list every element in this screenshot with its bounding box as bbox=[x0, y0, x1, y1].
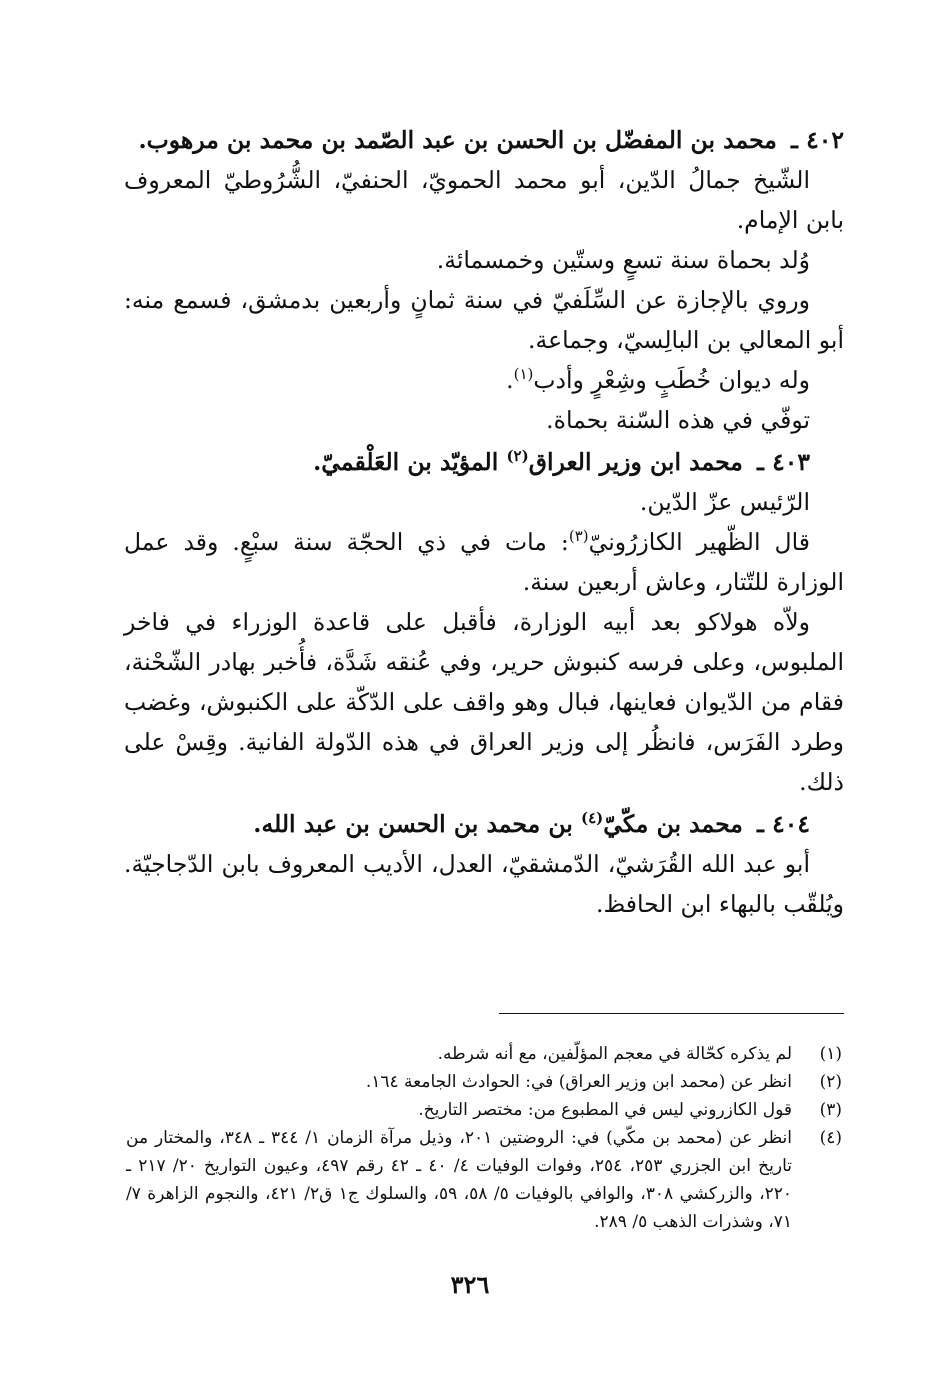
entry-name: محمد بن المفضّل بن الحسن بن عبد الصّمد بن محمد بن مرهوب. bbox=[138, 126, 777, 154]
footnote-number: (٣) bbox=[819, 1100, 842, 1120]
entry-402-paragraph: وُلد بحماة سنة تسعٍ وستّين وخمسمائة. bbox=[436, 246, 810, 274]
footnote-divider bbox=[499, 1013, 844, 1014]
quote-text: : مات في ذي الحجّة سنة سبْعٍ. وقد عمل الوزارة للتّتار، وعاش أربعين سنة. bbox=[124, 528, 844, 596]
entry-403-quote bbox=[124, 522, 844, 602]
footnote-number: (٢) bbox=[819, 1072, 842, 1092]
footnote-item bbox=[126, 1096, 842, 1124]
main-text bbox=[124, 118, 844, 924]
entry-name: محمد ابن وزير العراق bbox=[528, 448, 743, 476]
footnote-ref-1: (١) bbox=[513, 365, 534, 384]
entry-403-title-line: الرّئيس عزّ الدّين. bbox=[639, 488, 810, 516]
footnotes bbox=[126, 1040, 842, 1236]
entry-name-rest: بن محمد بن الحسن بن عبد الله. bbox=[253, 810, 573, 838]
entry-name: محمد بن مكّيّ bbox=[603, 810, 743, 838]
footnote-text: انظر عن (محمد بن مكّي) في: الروضتين ٢٠١، وذيل مرآة الزمان ١/ ٣٤٤ ـ ٣٤٨، والمختار من تاريخ ابن الجزري ٢٥٣، ٢٥٤، وفوات الوفيات ٤/ ٤٠ ـ ٤٢ رقم ٤٩٧، وعيون التواريخ ٢٠/ ٢١٧ ـ ٢٢٠، والزركشي ٣٠٨، والوافي بالوفيات ٥/ ٥٨، ٥٩، والسلوك ج١ ق٢/ ٤٢١، والنجوم الزاهرة ٧/ ٧١، وشذرات الذهب ٥/ ٢٨٩. bbox=[126, 1128, 793, 1232]
entry-402-paragraph: وروي بالإجازة عن السِّلَفيّ في سنة ثمانٍ وأربعين بدمشق، فسمع منه: أبو المعالي بن البالِسيّ، وجماعة. bbox=[124, 286, 844, 354]
footnote-item bbox=[126, 1068, 842, 1096]
diwan-end: . bbox=[506, 366, 514, 394]
entry-name-rest: المؤيّد بن العَلْقميّ. bbox=[313, 448, 499, 476]
footnote-ref-4: (٤) bbox=[580, 809, 604, 828]
footnote-item bbox=[126, 1124, 842, 1236]
entry-404-paragraph: أبو عبد الله القُرَشيّ، الدّمشقيّ، العدل، الأديب المعروف بابن الدّجاجيّة. ويُلقّب بالبهاء ابن الحافظ. bbox=[124, 850, 844, 918]
entry-number: ٤٠٣ ـ bbox=[757, 448, 810, 476]
entry-402-paragraph: الشّيخ جمالُ الدّين، أبو محمد الحمويّ، الحنفيّ، الشُّرُوطيّ المعروف بابن الإمام. bbox=[124, 166, 844, 234]
page-number: ٣٢٦ bbox=[450, 1270, 490, 1299]
footnote-ref-3: (٣) bbox=[568, 527, 589, 546]
entry-402-paragraph: توفّي في هذه السّنة بحماة. bbox=[546, 406, 810, 434]
footnote-number: (٤) bbox=[819, 1128, 842, 1148]
entry-number: ٤٠٢ ـ bbox=[791, 126, 844, 154]
footnote-text: لم يذكره كحّالة في معجم المؤلّفين، مع أنه شرطه. bbox=[437, 1044, 792, 1064]
entry-403-story: ولاّه هولاكو بعد أبيه الوزارة، فأقبل على قاعدة الوزراء في فاخر الملبوس، وعلى فرسه كنبوش حرير، وفي عُنقه شَدَّة، فأُخبر بهادر الشّحْنة، فقام من الدّيوان فعاينها، فبال وهو واقف على الدّكّة على الكنبوش، وغضب وطرد الفَرَس، فانظُر إلى وزير العراق في هذه الدّولة الفانية. وقِسْ على ذلك. bbox=[124, 608, 844, 796]
entry-number: ٤٠٤ ـ bbox=[757, 810, 810, 838]
footnote-item bbox=[126, 1040, 842, 1068]
footnote-number: (١) bbox=[819, 1044, 842, 1064]
entry-402-heading bbox=[124, 120, 844, 160]
entry-403-heading bbox=[124, 442, 844, 482]
footnote-ref-2: (٢) bbox=[506, 447, 529, 466]
entry-402-diwan-line bbox=[124, 360, 844, 400]
entry-404-heading bbox=[124, 804, 844, 844]
quote-source: قال الظّهير الكازرُونيّ bbox=[588, 528, 810, 556]
footnote-text: قول الكازروني ليس في المطبوع من: مختصر التاريخ. bbox=[418, 1100, 792, 1120]
diwan-text: وله ديوان خُطَبٍ وشِعْرٍ وأدب bbox=[533, 366, 810, 394]
footnote-text: انظر عن (محمد ابن وزير العراق) في: الحوادث الجامعة ١٦٤. bbox=[365, 1072, 792, 1092]
